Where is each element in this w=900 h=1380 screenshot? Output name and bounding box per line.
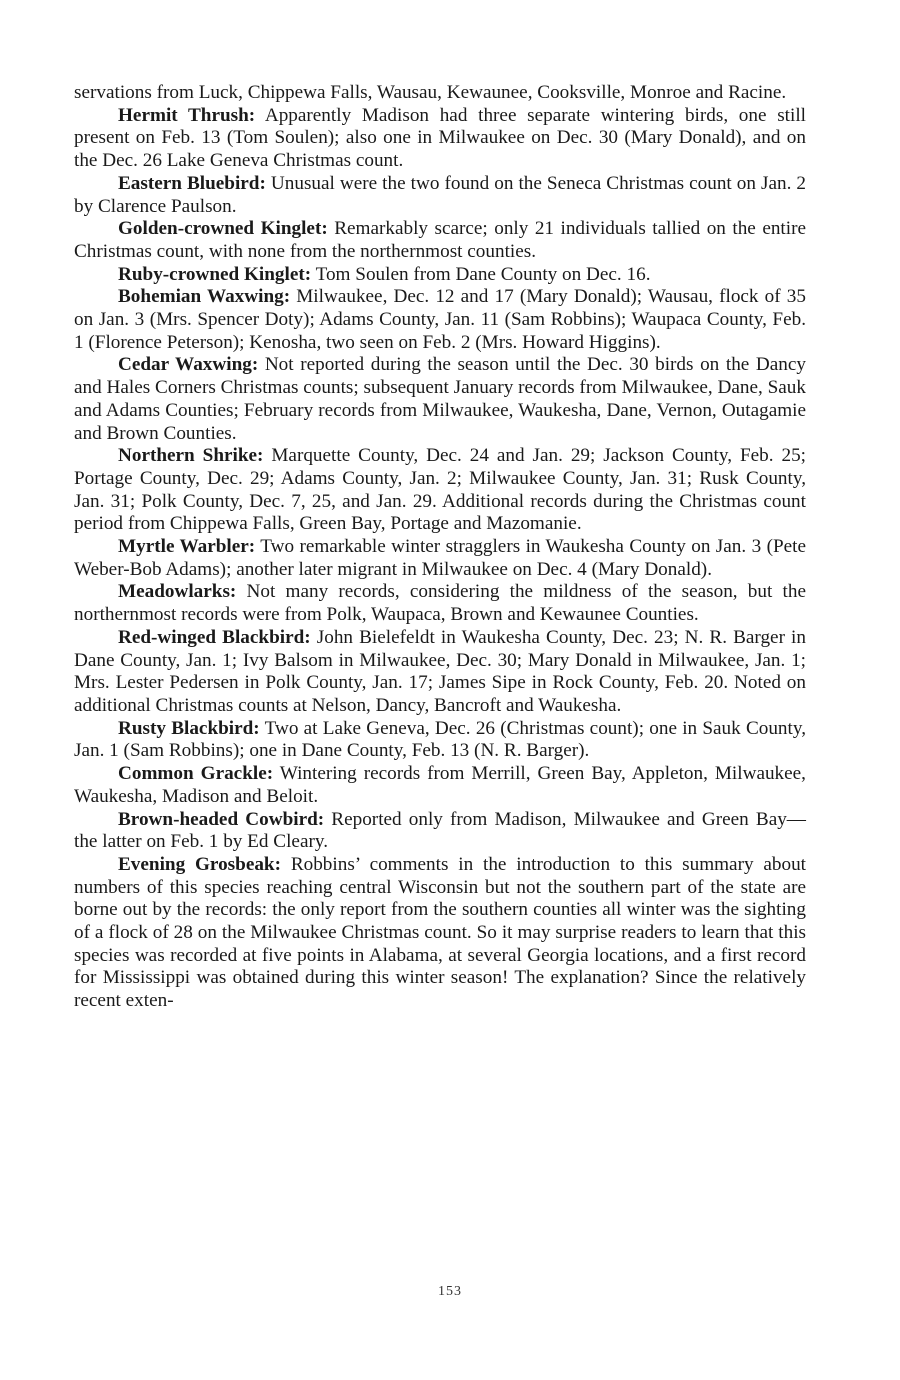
species-name: Evening Grosbeak: — [118, 853, 281, 875]
species-name: Northern Shrike: — [118, 445, 264, 467]
species-entry-common-grackle — [74, 763, 806, 808]
species-name: Eastern Bluebird: — [118, 172, 266, 194]
species-text: Remarkably scarce; only 21 individuals tallied on the entire Christmas count, with none from the northernmost counties. — [74, 218, 806, 262]
species-name: Rusty Blackbird: — [118, 717, 260, 739]
page-number: 153 — [438, 1284, 462, 1299]
species-text: Reported only from Madison, Milwaukee and Green Bay—the latter on Feb. 1 by Ed Cleary. — [74, 808, 806, 853]
species-name: Cedar Waxwing: — [118, 354, 259, 376]
species-name: Red-winged Blackbird: — [118, 626, 311, 648]
species-entry-eastern-bluebird — [74, 173, 806, 218]
species-entry-ruby-crowned-kinglet — [74, 264, 806, 287]
species-entry-hermit-thrush — [74, 105, 806, 173]
species-entry-cedar-waxwing — [74, 354, 806, 445]
species-name: Hermit Thrush: — [118, 104, 256, 126]
species-entry-red-winged-blackbird — [74, 627, 806, 718]
species-entry-golden-crowned-kinglet — [74, 218, 806, 263]
species-name: Brown-headed Cowbird: — [118, 808, 325, 830]
intro-paragraph: servations from Luck, Chippewa Falls, Wausau, Kewaunee, Cooksville, Monroe and Racine. — [74, 82, 787, 103]
species-entry-brown-headed-cowbird — [74, 809, 806, 854]
document-page — [74, 82, 806, 1013]
species-text: John Bielefeldt in Waukesha County, Dec. 23; N. R. Barger in Dane County, Jan. 1; Ivy Balsom in Milwaukee, Dec. 30; Mary Donald in Milwaukee, Jan. 1; Mrs. Lester Pedersen in Polk County, Jan. 17; James Sipe in Rock County, Feb. 20. Noted on additional Christmas counts at Nelson, Dancy, Bancroft and Waukesha. — [74, 626, 806, 716]
species-name: Bohemian Waxwing: — [118, 286, 291, 308]
species-text: Tom Soulen from Dane County on Dec. 16. — [311, 263, 651, 285]
species-entry-meadowlarks — [74, 581, 806, 626]
species-text: Not reported during the season until the Dec. 30 birds on the Dancy and Hales Corners Christmas counts; subsequent January records from Milwaukee, Dane, Sauk and Adams Counties; February records from Milwaukee, Waukesha, Dane, Vernon, Outagamie and Brown Counties. — [74, 354, 806, 444]
species-text: Unusual were the two found on the Seneca Christmas count on Jan. 2 by Clarence Paulson. — [74, 172, 806, 217]
species-entry-myrtle-warbler — [74, 536, 806, 581]
species-text: Apparently Madison had three separate wintering birds, one still present on Feb. 13 (Tom Soulen); also one in Milwaukee on Dec. 30 (Mary Donald), and on the Dec. 26 Lake Geneva Christmas count. — [74, 104, 807, 172]
species-text: Milwaukee, Dec. 12 and 17 (Mary Donald); Wausau, flock of 35 on Jan. 3 (Mrs. Spencer Doty); Adams County, Jan. 11 (Sam Robbins); Waupaca County, Feb. 1 (Florence Peterson); Kenosha, two seen on Feb. 2 (Mrs. Howard Higgins). — [74, 286, 806, 353]
species-name: Golden-crowned Kinglet: — [118, 218, 328, 240]
species-text: Two remarkable winter stragglers in Waukesha County on Jan. 3 (Pete Weber-Bob Adams); another later migrant in Milwaukee on Dec. 4 (Mary Donald). — [74, 536, 806, 580]
species-name: Myrtle Warbler: — [118, 536, 256, 558]
species-entry-evening-grosbeak — [74, 854, 806, 1013]
species-entry-bohemian-waxwing — [74, 286, 806, 354]
species-text: Wintering records from Merrill, Green Bay, Appleton, Milwaukee, Waukesha, Madison and Beloit. — [74, 763, 806, 807]
species-text: Two at Lake Geneva, Dec. 26 (Christmas count); one in Sauk County, Jan. 1 (Sam Robbins); one in Dane County, Feb. 13 (N. R. Barger). — [74, 717, 806, 762]
species-name: Common Grackle: — [118, 763, 274, 785]
species-entry-rusty-blackbird — [74, 718, 806, 763]
species-name: Ruby-crowned Kinglet: — [118, 263, 312, 285]
species-text: Not many records, considering the mildness of the season, but the northernmost records were from Polk, Waupaca, Brown and Kewaunee Counties. — [74, 581, 806, 626]
species-text: Marquette County, Dec. 24 and Jan. 29; Jackson County, Feb. 25; Portage County, Dec. 29; Adams County, Jan. 2; Milwaukee County, Jan. 31; Rusk County, Jan. 31; Polk County, Dec. 7, 25, and Jan. 29. Additional records during the Christmas count period from Chippewa Falls, Green Bay, Portage and Mazomanie. — [74, 445, 806, 535]
species-name: Meadowlarks: — [118, 581, 237, 603]
species-text: Robbins’ comments in the introduction to this summary about numbers of this species reaching central Wisconsin but not the southern part of the state are borne out by the records: the only report from the southern counties all winter was the sighting of a flock of 28 on the Milwaukee Christmas count. So it may surprise readers to learn that this species was recorded at five points in Alabama, at several Georgia locations, and a first record for Mississippi was obtained during this winter season! The explanation? Since the relatively recent exten- — [74, 853, 807, 1012]
species-entry-northern-shrike — [74, 445, 806, 536]
